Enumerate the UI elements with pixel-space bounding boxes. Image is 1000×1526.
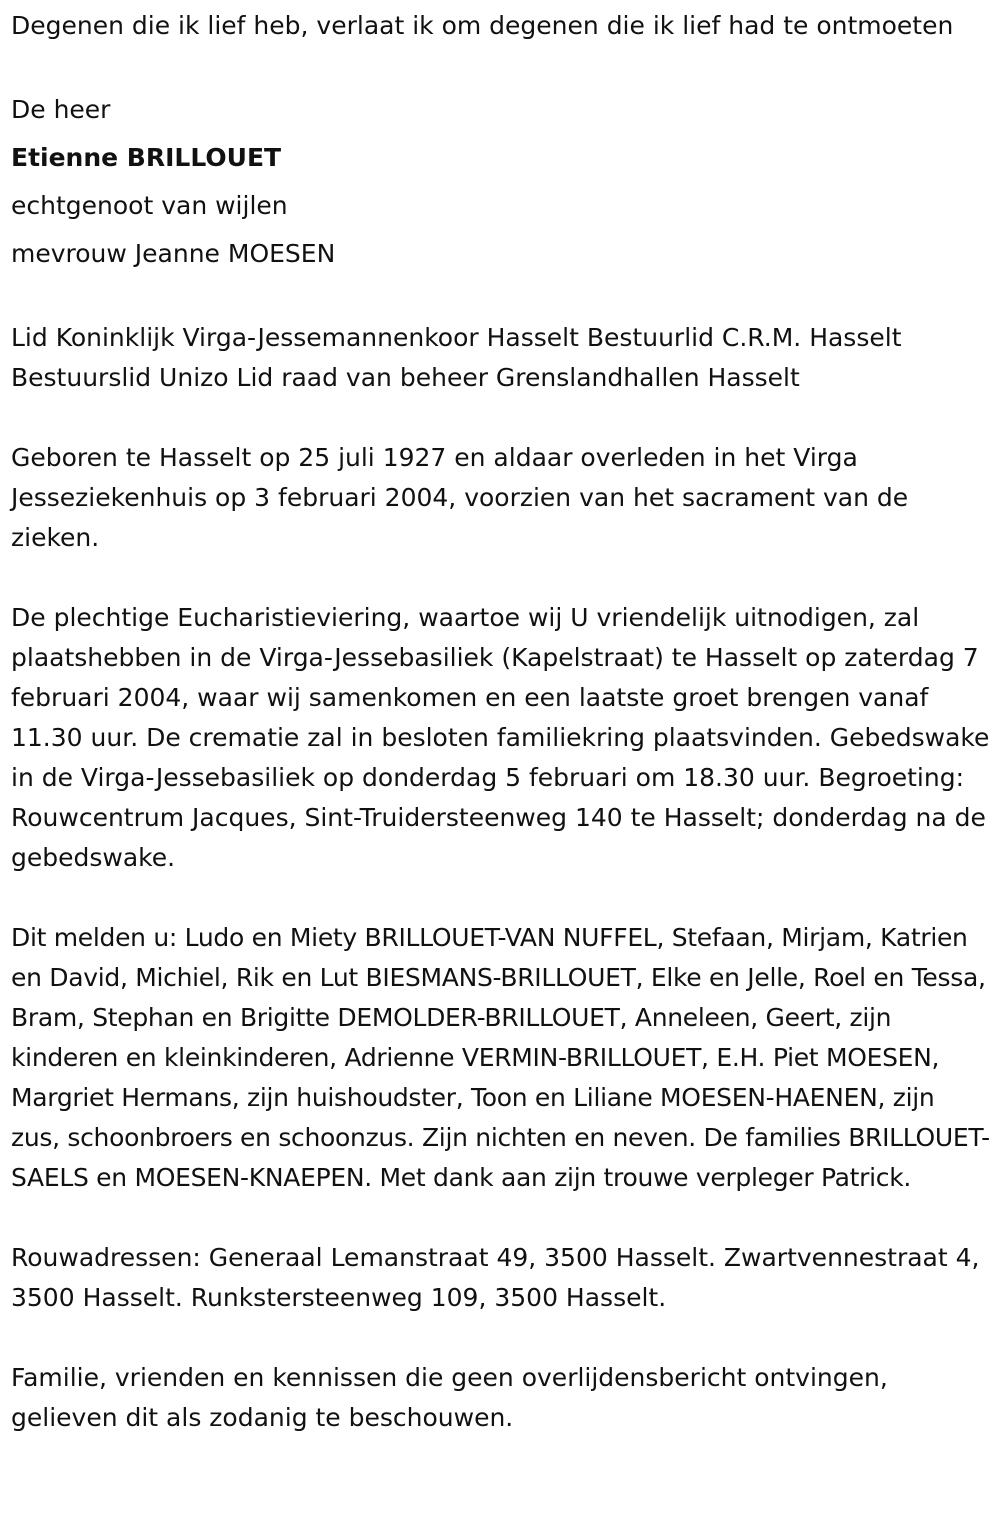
ceremony-paragraph: De plechtige Eucharistieviering, waartoe wij U vriendelijk uitnodigen, zal plaatshebben in de Virga-Jessebasiliek (Kapelstraat) te Hasselt op zaterdag 7 februari 2004, waar wij samenkomen en een laatste groet brengen vanaf 11.30 uur. De crematie zal in besloten familiekring plaatsvinden. Gebedswake in de Virga-Jessebasiliek op donderdag 5 februari om 18.30 uur. Begroeting: Rouwcentrum Jacques, Sint-Truidersteenweg 140 te Hasselt; donderdag na de gebedswake.: [11, 603, 990, 872]
spacer: [11, 878, 990, 918]
closing-paragraph: Familie, vrienden en kennissen die geen overlijdensbericht ontvingen, gelieven dit als zodanig te beschouwen.: [11, 1363, 888, 1432]
spacer: [11, 558, 990, 598]
memberships: Lid Koninklijk Virga-Jessemannenkoor Hasselt Bestuurlid C.R.M. Hasselt Bestuurslid Unizo Lid raad van beheer Grenslandhallen Hasselt: [11, 323, 902, 392]
spouse-name: mevrouw Jeanne MOESEN: [11, 239, 336, 268]
motto: Degenen die ik lief heb, verlaat ik om degenen die ik lief had te ontmoeten: [11, 11, 954, 40]
announcers-paragraph: Dit melden u: Ludo en Miety BRILLOUET-VAN NUFFEL, Stefaan, Mirjam, Katrien en David, Michiel, Rik en Lut BIESMANS-BRILLOUET, Elke en Jelle, Roel en Tessa, Bram, Stephan en Brigitte DEMOLDER-BRILLOUET, Anneleen, Geert, zijn kinderen en kleinkinderen, Adrienne VERMIN-BRILLOUET, E.H. Piet MOESEN, Margriet Hermans, zijn huishoudster, Toon en Liliane MOESEN-HAENEN, zijn zus, schoonbroers en schoonzus. Zijn nichten en neven. De families BRILLOUET-SAELS en MOESEN-KNAEPEN. Met dank aan zijn trouwe verpleger Patrick.: [11, 923, 990, 1192]
spacer: [11, 398, 990, 438]
relation: echtgenoot van wijlen: [11, 191, 288, 220]
spacer: [11, 1198, 990, 1238]
salutation: De heer: [11, 95, 111, 124]
birth-death-paragraph: Geboren te Hasselt op 25 juli 1927 en aldaar overleden in het Virga Jesseziekenhuis op 3 februari 2004, voorzien van het sacrament van de zieken.: [11, 443, 909, 552]
deceased-name: Etienne BRILLOUET: [11, 143, 282, 172]
spacer: [11, 278, 990, 318]
spacer: [11, 1318, 990, 1358]
spacer: [11, 46, 990, 86]
addresses-paragraph: Rouwadressen: Generaal Lemanstraat 49, 3500 Hasselt. Zwartvennestraat 4, 3500 Hasselt. Runkstersteenweg 109, 3500 Hasselt.: [11, 1243, 980, 1312]
